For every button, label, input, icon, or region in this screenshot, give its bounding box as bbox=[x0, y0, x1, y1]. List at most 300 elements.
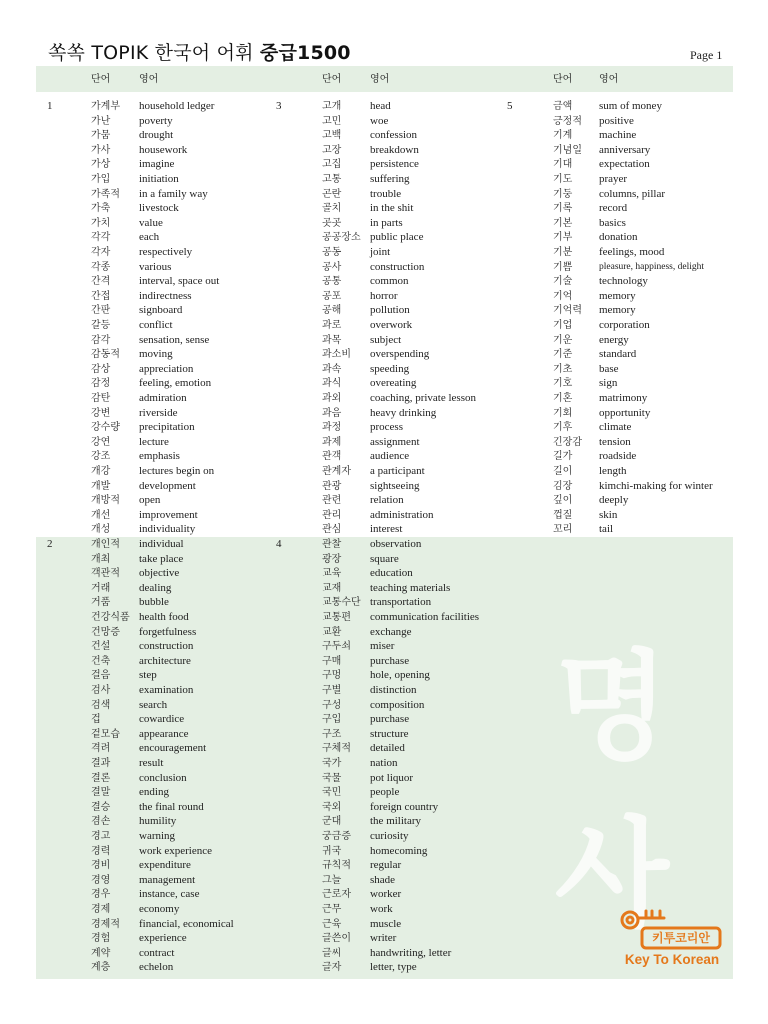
vocab-word: 가축 bbox=[91, 203, 111, 215]
vocab-word: 고장 bbox=[322, 144, 342, 156]
vocab-english: financial, economical bbox=[139, 917, 234, 930]
vocab-english: experience bbox=[139, 932, 187, 945]
vocab-word: 겉모습 bbox=[91, 728, 120, 740]
vocab-english: public place bbox=[370, 231, 424, 244]
vocab-english: various bbox=[139, 260, 172, 273]
vocab-word: 기회 bbox=[553, 407, 573, 419]
vocab-english: sum of money bbox=[599, 100, 662, 112]
vocab-english: sign bbox=[599, 377, 618, 390]
vocab-english: hole, opening bbox=[370, 669, 430, 682]
column-header-word-1: 단어 bbox=[91, 74, 111, 85]
vocab-english: lecture bbox=[139, 435, 169, 448]
vocab-word: 구멍 bbox=[322, 670, 342, 682]
vocab-english: signboard bbox=[139, 304, 183, 317]
vocab-word: 가입 bbox=[91, 174, 111, 185]
column-header-word-2: 단어 bbox=[322, 74, 342, 85]
vocab-english: encouragement bbox=[139, 742, 207, 755]
vocab-english: matrimony bbox=[599, 392, 648, 404]
vocab-word: 국가 bbox=[322, 758, 342, 769]
vocab-english: sightseeing bbox=[370, 479, 420, 492]
vocab-word: 객관적 bbox=[91, 568, 120, 580]
group-number: 3 bbox=[276, 100, 282, 112]
vocab-english: lectures begin on bbox=[139, 465, 215, 477]
vocab-english: audience bbox=[370, 450, 410, 463]
vocab-word: 곳곳 bbox=[322, 217, 342, 229]
vocab-word: 계약 bbox=[91, 947, 111, 959]
vocab-english: construction bbox=[139, 640, 194, 653]
vocab-word: 과제 bbox=[322, 436, 342, 448]
vocab-word: 공해 bbox=[322, 305, 342, 317]
vocab-english: take place bbox=[139, 552, 184, 565]
vocab-word: 과로 bbox=[322, 320, 342, 331]
vocab-word: 가족적 bbox=[91, 188, 120, 200]
vocab-word: 광장 bbox=[322, 553, 342, 565]
vocab-english: the final round bbox=[139, 800, 204, 813]
vocab-english: open bbox=[139, 494, 161, 507]
vocab-english: speeding bbox=[370, 362, 410, 375]
vocab-word: 구매 bbox=[322, 655, 342, 667]
vocab-word: 검색 bbox=[91, 699, 111, 711]
vocab-english: overspending bbox=[370, 348, 430, 361]
vocab-english: poverty bbox=[139, 114, 173, 127]
vocab-english: shade bbox=[370, 873, 396, 886]
vocab-english: corporation bbox=[599, 319, 650, 331]
vocab-word: 경제 bbox=[91, 904, 111, 915]
vocab-word: 가뭄 bbox=[91, 130, 111, 142]
vocab-english: positive bbox=[599, 114, 634, 127]
vocab-english: indirectness bbox=[139, 289, 192, 302]
vocab-word: 감동적 bbox=[91, 349, 120, 361]
vocab-word: 기둥 bbox=[553, 188, 573, 200]
vocab-english: machine bbox=[599, 129, 637, 142]
vocab-word: 구성 bbox=[322, 699, 342, 711]
vocab-word: 각자 bbox=[91, 247, 111, 258]
vocab-english: detailed bbox=[370, 742, 405, 755]
vocab-english: worker bbox=[370, 888, 402, 901]
vocab-english: muscle bbox=[370, 917, 402, 930]
vocab-word: 기록 bbox=[553, 203, 573, 215]
vocab-english: each bbox=[139, 231, 160, 244]
vocab-word: 격려 bbox=[91, 743, 111, 755]
vocab-english: anniversary bbox=[599, 143, 651, 156]
vocab-word: 구별 bbox=[322, 685, 342, 696]
vocab-word: 가난 bbox=[91, 115, 111, 127]
vocab-english: humility bbox=[139, 815, 177, 828]
vocab-word: 기대 bbox=[553, 159, 573, 171]
vocab-word: 기억력 bbox=[553, 305, 582, 317]
vocab-word: 기초 bbox=[553, 363, 573, 375]
vocab-word: 기본 bbox=[553, 217, 573, 229]
vocab-word: 김장 bbox=[553, 480, 573, 492]
vocab-english: appearance bbox=[139, 727, 189, 740]
vocab-word: 구체적 bbox=[322, 743, 351, 755]
vocab-word: 긴장감 bbox=[553, 436, 582, 448]
vocab-word: 결론 bbox=[91, 772, 111, 784]
vocab-english: composition bbox=[370, 698, 425, 711]
vocab-word: 간판 bbox=[91, 305, 111, 317]
vocab-english: management bbox=[139, 873, 196, 886]
vocab-english: length bbox=[599, 465, 627, 477]
vocab-word: 고민 bbox=[322, 115, 342, 127]
vocab-english: regular bbox=[370, 859, 402, 872]
vocab-word: 고개 bbox=[322, 101, 342, 112]
vocab-word: 구조 bbox=[322, 728, 342, 740]
vocab-english: work bbox=[370, 903, 393, 915]
vocab-english: search bbox=[139, 698, 168, 711]
vocab-word: 기준 bbox=[553, 349, 573, 361]
vocab-word: 결승 bbox=[91, 801, 111, 813]
vocab-english: writer bbox=[370, 932, 397, 945]
vocab-english: initiation bbox=[139, 173, 179, 185]
vocab-word: 교통수단 bbox=[322, 597, 361, 609]
key-to-korean-logo bbox=[616, 906, 728, 974]
vocab-word: 개성 bbox=[91, 524, 111, 536]
vocab-english: observation bbox=[370, 538, 422, 550]
vocab-english: sensation, sense bbox=[139, 333, 210, 346]
vocab-english: precipitation bbox=[139, 421, 195, 434]
page-number: Page 1 bbox=[690, 48, 723, 62]
vocab-word: 경력 bbox=[91, 845, 111, 857]
vocab-english: in parts bbox=[370, 216, 403, 229]
vocab-english: instance, case bbox=[139, 888, 200, 901]
vocab-english: administration bbox=[370, 508, 434, 521]
vocab-english: overwork bbox=[370, 319, 413, 331]
column-header-english-2: 영어 bbox=[370, 74, 390, 85]
vocab-english: a participant bbox=[370, 465, 425, 477]
vocab-english: drought bbox=[139, 129, 174, 142]
vocab-english: skin bbox=[599, 508, 618, 521]
vocab-word: 고집 bbox=[322, 159, 342, 171]
vocab-word: 가사 bbox=[91, 144, 111, 156]
vocab-english: tail bbox=[599, 523, 614, 536]
vocab-english: common bbox=[370, 275, 409, 288]
vocab-word: 강연 bbox=[91, 436, 111, 448]
vocab-english: miser bbox=[370, 640, 395, 653]
vocab-word: 겸손 bbox=[91, 816, 111, 828]
vocab-word: 과소비 bbox=[322, 349, 351, 361]
vocab-english: nation bbox=[370, 757, 398, 769]
vocab-english: subject bbox=[370, 333, 402, 346]
vocab-word: 건축 bbox=[91, 655, 111, 667]
vocab-english: value bbox=[139, 216, 163, 229]
vocab-english: respectively bbox=[139, 246, 193, 258]
vocab-word: 관련 bbox=[322, 495, 342, 507]
vocab-english: transportation bbox=[370, 596, 432, 609]
vocab-english: confession bbox=[370, 129, 418, 142]
vocab-english: climate bbox=[599, 421, 632, 434]
vocab-word: 고통 bbox=[322, 174, 342, 185]
vocab-word: 결과 bbox=[91, 758, 111, 769]
vocab-english: in the shit bbox=[370, 202, 414, 215]
vocab-word: 근육 bbox=[322, 918, 342, 930]
vocab-english: donation bbox=[599, 231, 638, 244]
vocab-english: head bbox=[370, 100, 391, 112]
vocab-english: woe bbox=[370, 114, 389, 127]
vocab-word: 걸음 bbox=[91, 670, 111, 682]
vocab-english: purchase bbox=[370, 713, 410, 726]
vocab-word: 기도 bbox=[553, 174, 573, 185]
vocab-word: 궁금증 bbox=[322, 831, 351, 842]
vocab-english: breakdown bbox=[370, 143, 419, 156]
vocab-english: warning bbox=[139, 830, 176, 842]
vocab-word: 과속 bbox=[322, 363, 342, 375]
vocab-english: feelings, mood bbox=[599, 246, 665, 258]
vocab-word: 껍질 bbox=[553, 509, 573, 521]
vocab-word: 군대 bbox=[322, 816, 342, 828]
vocab-word: 교육 bbox=[322, 568, 342, 580]
vocab-word: 공동 bbox=[322, 247, 342, 258]
vocab-english: people bbox=[370, 786, 400, 799]
group-number: 2 bbox=[47, 538, 53, 550]
vocab-word: 거품 bbox=[91, 597, 111, 609]
vocab-word: 귀국 bbox=[322, 845, 342, 857]
vocab-english: overeating bbox=[370, 377, 417, 390]
vocab-word: 관찰 bbox=[322, 539, 342, 550]
vocab-word: 개인적 bbox=[91, 539, 120, 550]
vocab-english: relation bbox=[370, 494, 404, 507]
vocab-word: 교환 bbox=[322, 626, 342, 638]
vocab-english: expenditure bbox=[139, 859, 191, 872]
vocab-word: 교재 bbox=[322, 582, 342, 594]
vocab-word: 경제적 bbox=[91, 918, 120, 930]
vocab-word: 곤란 bbox=[322, 188, 342, 200]
column-header-english-1: 영어 bbox=[139, 74, 159, 85]
vocab-word: 간접 bbox=[91, 290, 111, 302]
vocab-english: exchange bbox=[370, 625, 412, 638]
vocab-word: 간격 bbox=[91, 276, 111, 288]
vocab-english: cowardice bbox=[139, 713, 185, 726]
vocab-word: 강수량 bbox=[91, 422, 120, 434]
vocab-english: moving bbox=[139, 348, 173, 361]
vocab-english: emphasis bbox=[139, 450, 180, 463]
vocab-word: 기후 bbox=[553, 422, 573, 434]
vocab-word: 건설 bbox=[91, 641, 111, 653]
vocab-word: 구두쇠 bbox=[322, 641, 351, 653]
vocab-word: 관리 bbox=[322, 509, 342, 521]
logo-tagline: Key To Korean bbox=[624, 952, 720, 967]
vocab-english: dealing bbox=[139, 581, 172, 594]
vocab-english: assignment bbox=[370, 435, 420, 448]
vocab-word: 깊이 bbox=[553, 495, 573, 507]
vocab-english: prayer bbox=[599, 173, 628, 185]
vocab-word: 개최 bbox=[91, 553, 111, 565]
vocab-english: joint bbox=[370, 246, 391, 258]
vocab-word: 감각 bbox=[91, 334, 111, 346]
vocab-word: 관객 bbox=[322, 451, 342, 463]
vocab-word: 가계부 bbox=[91, 101, 120, 112]
vocab-english: architecture bbox=[139, 654, 191, 667]
vocab-word: 계층 bbox=[91, 962, 111, 974]
vocab-word: 국외 bbox=[322, 801, 342, 813]
vocab-english: result bbox=[139, 757, 164, 769]
vocab-english: step bbox=[139, 669, 157, 682]
vocab-word: 근무 bbox=[322, 904, 342, 915]
vocab-english: contract bbox=[139, 946, 175, 959]
vocab-word: 관심 bbox=[322, 524, 342, 536]
vocab-english: improvement bbox=[139, 508, 198, 521]
vocab-english: opportunity bbox=[599, 406, 651, 419]
vocab-word: 금액 bbox=[553, 101, 573, 112]
vocab-english: feeling, emotion bbox=[139, 377, 212, 390]
vocab-word: 개강 bbox=[91, 466, 111, 477]
vocab-english: individuality bbox=[139, 523, 196, 536]
vocab-word: 공공장소 bbox=[322, 232, 361, 244]
page-title bbox=[48, 38, 351, 65]
vocab-english: standard bbox=[599, 348, 637, 361]
vocab-english: coaching, private lesson bbox=[370, 392, 476, 404]
vocab-english: energy bbox=[599, 333, 629, 346]
vocab-english: echelon bbox=[139, 961, 174, 974]
vocab-word: 공사 bbox=[322, 261, 342, 273]
title-prefix: 쏙쏙 TOPIK 한국어 어휘 bbox=[48, 42, 260, 64]
vocab-word: 길이 bbox=[553, 466, 573, 477]
vocab-word: 과목 bbox=[322, 334, 342, 346]
vocab-english: pollution bbox=[370, 304, 410, 317]
vocab-english: teaching materials bbox=[370, 581, 451, 594]
logo-mark-text: 키투코리안 bbox=[652, 931, 710, 945]
vocab-english: individual bbox=[139, 538, 184, 550]
vocab-word: 강조 bbox=[91, 451, 111, 463]
vocab-english: heavy drinking bbox=[370, 406, 437, 419]
vocab-word: 과외 bbox=[322, 393, 342, 404]
vocab-english: process bbox=[370, 421, 403, 434]
vocab-english: development bbox=[139, 479, 196, 492]
vocab-english: homecoming bbox=[370, 844, 428, 857]
vocab-english: base bbox=[599, 362, 619, 375]
vocab-english: appreciation bbox=[139, 362, 194, 375]
vocab-english: technology bbox=[599, 275, 648, 288]
vocab-english: deeply bbox=[599, 494, 629, 507]
vocab-word: 관계자 bbox=[322, 466, 351, 477]
title-bold: 중급1500 bbox=[259, 42, 351, 64]
vocab-word: 기계 bbox=[553, 130, 573, 142]
vocab-english: purchase bbox=[370, 654, 410, 667]
vocab-english: imagine bbox=[139, 158, 175, 171]
vocab-english: expectation bbox=[599, 158, 650, 171]
vocab-english: letter, type bbox=[370, 961, 417, 974]
vocab-english: ending bbox=[139, 786, 169, 799]
vocab-english: structure bbox=[370, 727, 409, 740]
vocab-word: 경영 bbox=[91, 874, 111, 886]
vocab-word: 기념일 bbox=[553, 144, 582, 156]
vocab-english: foreign country bbox=[370, 800, 439, 813]
vocab-word: 건망증 bbox=[91, 626, 120, 638]
vocab-english: pot liquor bbox=[370, 771, 414, 784]
vocab-word: 각각 bbox=[91, 232, 111, 244]
vocab-english: household ledger bbox=[139, 100, 215, 112]
vocab-english: objective bbox=[139, 567, 180, 580]
vocab-word: 감정 bbox=[91, 378, 111, 390]
vocab-word: 기술 bbox=[553, 276, 573, 288]
vocab-english: livestock bbox=[139, 202, 179, 215]
vocab-english: admiration bbox=[139, 392, 187, 404]
vocab-english: distinction bbox=[370, 684, 417, 696]
vocab-english: interest bbox=[370, 523, 403, 536]
group-number: 4 bbox=[276, 538, 282, 550]
vocab-word: 겁 bbox=[91, 714, 101, 726]
vocab-word: 가치 bbox=[91, 217, 111, 229]
watermark-char-2: 사 bbox=[555, 805, 669, 943]
vocab-english: education bbox=[370, 567, 413, 580]
vocab-english: suffering bbox=[370, 173, 410, 185]
vocab-word: 근로자 bbox=[322, 889, 351, 901]
vocab-english: interval, space out bbox=[139, 275, 220, 288]
vocab-english: square bbox=[370, 552, 399, 565]
vocab-english: memory bbox=[599, 304, 636, 317]
vocab-word: 건강식품 bbox=[91, 612, 130, 623]
vocab-english: the military bbox=[370, 815, 422, 828]
vocab-word: 개발 bbox=[91, 480, 111, 492]
vocab-word: 공포 bbox=[322, 290, 342, 302]
vocab-english: communication facilities bbox=[370, 611, 480, 623]
vocab-word: 경우 bbox=[91, 889, 111, 901]
vocab-word: 기분 bbox=[553, 247, 573, 258]
vocab-word: 국민 bbox=[322, 787, 342, 799]
watermark-char-1: 명 bbox=[555, 638, 669, 776]
column-header-english-3: 영어 bbox=[599, 74, 619, 85]
vocab-english: conclusion bbox=[139, 771, 187, 784]
vocab-word: 감탄 bbox=[91, 393, 111, 404]
vocab-word: 기쁨 bbox=[553, 261, 573, 273]
vocab-english: horror bbox=[370, 289, 398, 302]
vocab-word: 구입 bbox=[322, 714, 342, 726]
vocab-english: pleasure, happiness, delight bbox=[599, 261, 705, 272]
vocab-word: 기업 bbox=[553, 320, 573, 331]
vocab-english: in a family way bbox=[139, 187, 208, 200]
vocab-english: record bbox=[599, 202, 628, 215]
vocab-word: 갈등 bbox=[91, 320, 111, 331]
vocab-english: housework bbox=[139, 143, 188, 156]
vocab-word: 긍정적 bbox=[553, 115, 582, 127]
vocab-word: 글씨 bbox=[322, 947, 342, 959]
vocab-word: 공통 bbox=[322, 276, 342, 288]
vocab-english: economy bbox=[139, 903, 180, 915]
vocab-word: 기운 bbox=[553, 334, 573, 346]
vocab-english: work experience bbox=[139, 844, 212, 857]
vocab-word: 기호 bbox=[553, 378, 573, 390]
vocab-english: forgetfulness bbox=[139, 625, 197, 638]
vocab-word: 강변 bbox=[91, 407, 111, 419]
vocab-word: 국물 bbox=[322, 772, 342, 784]
vocab-word: 검사 bbox=[91, 685, 111, 696]
vocab-english: riverside bbox=[139, 406, 178, 419]
vocab-word: 기부 bbox=[553, 232, 573, 244]
vocab-english: bubble bbox=[139, 596, 169, 609]
vocab-word: 가상 bbox=[91, 159, 111, 171]
vocab-word: 경고 bbox=[91, 831, 111, 842]
vocab-word: 기혼 bbox=[553, 393, 573, 404]
vocab-word: 골치 bbox=[322, 203, 342, 215]
vocab-english: construction bbox=[370, 260, 425, 273]
vocab-english: curiosity bbox=[370, 830, 409, 842]
vocab-word: 고백 bbox=[322, 130, 342, 142]
vocab-word: 과음 bbox=[322, 407, 342, 419]
vocab-english: persistence bbox=[370, 158, 419, 171]
vocab-word: 거래 bbox=[91, 582, 111, 594]
group-number: 5 bbox=[507, 100, 513, 112]
vocab-english: roadside bbox=[599, 450, 637, 463]
vocab-english: basics bbox=[599, 216, 626, 229]
vocab-word: 과식 bbox=[322, 378, 342, 390]
vocab-word: 꼬리 bbox=[553, 524, 573, 536]
vocab-word: 경비 bbox=[91, 860, 111, 872]
vocab-english: memory bbox=[599, 289, 636, 302]
vocab-word: 각종 bbox=[91, 261, 111, 273]
vocab-english: conflict bbox=[139, 319, 173, 331]
vocab-english: handwriting, letter bbox=[370, 946, 452, 959]
vocab-word: 글자 bbox=[322, 962, 342, 974]
vocab-word: 그늘 bbox=[322, 874, 342, 886]
